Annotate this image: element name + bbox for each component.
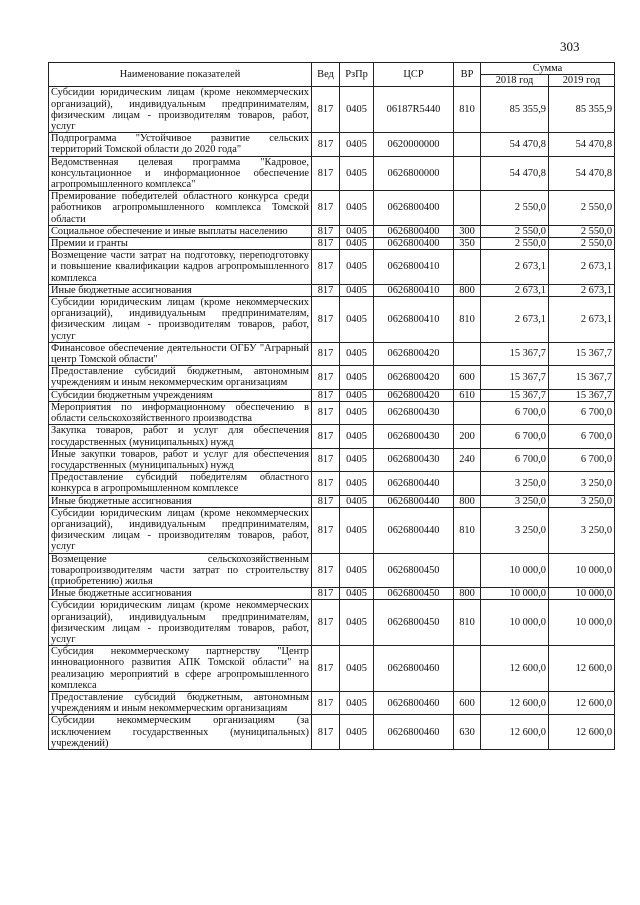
table-row	[49, 156, 615, 191]
cell-ved: 817	[312, 553, 340, 588]
cell-csr: 0626800440	[374, 472, 454, 495]
page-number: 303	[560, 39, 580, 54]
cell-name: Закупка товаров, работ и услуг для обеспечения государственных (муниципальных) нужд	[49, 425, 312, 448]
cell-vr	[454, 133, 481, 156]
cell-2019: 2 673,1	[549, 250, 615, 285]
cell-rzpr: 0405	[340, 507, 374, 553]
cell-2018: 2 550,0	[481, 225, 549, 237]
cell-rzpr: 0405	[340, 553, 374, 588]
cell-rzpr: 0405	[340, 646, 374, 692]
cell-name: Социальное обеспечение и иные выплаты населению	[49, 225, 312, 237]
cell-2018: 2 673,1	[481, 284, 549, 296]
table-row	[49, 389, 615, 401]
cell-ved: 817	[312, 342, 340, 365]
table-row	[49, 646, 615, 692]
cell-csr: 0620000000	[374, 133, 454, 156]
cell-2019: 6 700,0	[549, 425, 615, 448]
cell-rzpr: 0405	[340, 342, 374, 365]
cell-rzpr: 0405	[340, 588, 374, 600]
cell-vr: 800	[454, 284, 481, 296]
cell-vr: 600	[454, 366, 481, 389]
cell-name: Мероприятия по информационному обеспечению в области сельскохозяйственного производства	[49, 401, 312, 424]
cell-2018: 3 250,0	[481, 507, 549, 553]
table-row	[49, 588, 615, 600]
cell-csr: 0626800450	[374, 553, 454, 588]
table-header	[49, 63, 615, 87]
cell-rzpr: 0405	[340, 238, 374, 250]
cell-2018: 10 000,0	[481, 600, 549, 646]
cell-ved: 817	[312, 691, 340, 714]
cell-2019: 2 550,0	[549, 191, 615, 226]
cell-name: Премии и гранты	[49, 238, 312, 250]
cell-ved: 817	[312, 389, 340, 401]
cell-2019: 6 700,0	[549, 401, 615, 424]
cell-vr: 810	[454, 600, 481, 646]
cell-ved: 817	[312, 297, 340, 343]
table-row	[49, 495, 615, 507]
cell-name: Предоставление субсидий бюджетным, автономным учреждениям и иным некоммерческим организациям	[49, 366, 312, 389]
cell-2019: 12 600,0	[549, 691, 615, 714]
cell-rzpr: 0405	[340, 600, 374, 646]
cell-rzpr: 0405	[340, 425, 374, 448]
cell-2019: 15 367,7	[549, 366, 615, 389]
cell-ved: 817	[312, 133, 340, 156]
cell-rzpr: 0405	[340, 715, 374, 750]
cell-vr	[454, 191, 481, 226]
cell-2018: 15 367,7	[481, 342, 549, 365]
table-row	[49, 284, 615, 296]
table-row	[49, 366, 615, 389]
table-row	[49, 225, 615, 237]
cell-2019: 10 000,0	[549, 553, 615, 588]
cell-csr: 0626800410	[374, 297, 454, 343]
cell-vr: 300	[454, 225, 481, 237]
cell-2019: 3 250,0	[549, 472, 615, 495]
table-row	[49, 425, 615, 448]
cell-name: Субсидии юридическим лицам (кроме некоммерческих организаций), индивидуальным предпринимателям, физическим лицам - производителям товаров, работ, услуг	[49, 600, 312, 646]
cell-name: Субсидия некоммерческому партнерству "Центр инновационного развития АПК Томской области" на реализацию мероприятий в сфере агропромышленного комплекса	[49, 646, 312, 692]
cell-rzpr: 0405	[340, 284, 374, 296]
cell-vr: 800	[454, 495, 481, 507]
cell-2018: 12 600,0	[481, 646, 549, 692]
cell-name: Иные бюджетные ассигнования	[49, 284, 312, 296]
cell-2019: 2 673,1	[549, 284, 615, 296]
cell-2018: 6 700,0	[481, 448, 549, 471]
table-row	[49, 600, 615, 646]
cell-vr	[454, 472, 481, 495]
cell-2018: 2 673,1	[481, 250, 549, 285]
table-body	[49, 87, 615, 750]
cell-rzpr: 0405	[340, 297, 374, 343]
cell-2019: 54 470,8	[549, 156, 615, 191]
cell-rzpr: 0405	[340, 133, 374, 156]
cell-2018: 10 000,0	[481, 588, 549, 600]
cell-name: Субсидии юридическим лицам (кроме некоммерческих организаций), индивидуальным предпринимателям, физическим лицам - производителям товаров, работ, услуг	[49, 297, 312, 343]
cell-vr: 810	[454, 297, 481, 343]
cell-name: Субсидии бюджетным учреждениям	[49, 389, 312, 401]
cell-vr: 610	[454, 389, 481, 401]
cell-ved: 817	[312, 472, 340, 495]
cell-2018: 2 550,0	[481, 191, 549, 226]
cell-ved: 817	[312, 238, 340, 250]
cell-rzpr: 0405	[340, 495, 374, 507]
cell-2019: 3 250,0	[549, 507, 615, 553]
cell-csr: 0626800000	[374, 156, 454, 191]
table-row	[49, 342, 615, 365]
cell-csr: 0626800460	[374, 715, 454, 750]
cell-ved: 817	[312, 600, 340, 646]
table-row	[49, 250, 615, 285]
cell-csr: 0626800440	[374, 495, 454, 507]
cell-2019: 3 250,0	[549, 495, 615, 507]
cell-rzpr: 0405	[340, 472, 374, 495]
cell-ved: 817	[312, 191, 340, 226]
table-row	[49, 191, 615, 226]
cell-ved: 817	[312, 448, 340, 471]
cell-csr: 0626800440	[374, 507, 454, 553]
cell-rzpr: 0405	[340, 366, 374, 389]
header-year-2018: 2018 год	[481, 75, 549, 87]
cell-2018: 2 673,1	[481, 297, 549, 343]
cell-name: Субсидии некоммерческим организациям (за исключением государственных (муниципальных) учреждений)	[49, 715, 312, 750]
cell-csr: 0626800430	[374, 401, 454, 424]
header-csr: ЦСР	[374, 63, 454, 87]
cell-rzpr: 0405	[340, 448, 374, 471]
cell-2018: 54 470,8	[481, 156, 549, 191]
cell-2019: 85 355,9	[549, 87, 615, 133]
cell-csr: 0626800450	[374, 600, 454, 646]
cell-vr: 600	[454, 691, 481, 714]
cell-vr: 630	[454, 715, 481, 750]
cell-2019: 2 550,0	[549, 225, 615, 237]
cell-csr: 0626800450	[374, 588, 454, 600]
cell-rzpr: 0405	[340, 691, 374, 714]
cell-vr	[454, 250, 481, 285]
cell-2018: 54 470,8	[481, 133, 549, 156]
cell-vr	[454, 342, 481, 365]
cell-name: Возмещение сельскохозяйственным товаропроизводителям части затрат по строительству (приобретению) жилья	[49, 553, 312, 588]
cell-csr: 0626800430	[374, 425, 454, 448]
cell-csr: 0626800400	[374, 225, 454, 237]
cell-ved: 817	[312, 87, 340, 133]
cell-ved: 817	[312, 250, 340, 285]
budget-table	[48, 62, 615, 750]
cell-name: Подпрограмма "Устойчивое развитие сельских территорий Томской области до 2020 года"	[49, 133, 312, 156]
cell-2019: 15 367,7	[549, 342, 615, 365]
cell-2019: 12 600,0	[549, 646, 615, 692]
table-row	[49, 238, 615, 250]
header-name: Наименование показателей	[49, 63, 312, 87]
cell-vr: 350	[454, 238, 481, 250]
table-row	[49, 553, 615, 588]
cell-csr: 0626800430	[374, 448, 454, 471]
table-row	[49, 448, 615, 471]
cell-csr: 06187R5440	[374, 87, 454, 133]
cell-ved: 817	[312, 507, 340, 553]
cell-csr: 0626800460	[374, 691, 454, 714]
cell-2019: 12 600,0	[549, 715, 615, 750]
cell-name: Предоставление субсидий бюджетным, автономным учреждениям и иным некоммерческим организациям	[49, 691, 312, 714]
cell-2019: 2 550,0	[549, 238, 615, 250]
cell-csr: 0626800410	[374, 284, 454, 296]
header-sum: Сумма	[481, 63, 615, 75]
cell-rzpr: 0405	[340, 191, 374, 226]
cell-rzpr: 0405	[340, 389, 374, 401]
cell-name: Премирование победителей областного конкурса среди работников агропромышленного комплекса Томской области	[49, 191, 312, 226]
cell-rzpr: 0405	[340, 250, 374, 285]
cell-2019: 2 673,1	[549, 297, 615, 343]
cell-vr: 240	[454, 448, 481, 471]
table-row	[49, 472, 615, 495]
cell-2018: 6 700,0	[481, 425, 549, 448]
cell-ved: 817	[312, 715, 340, 750]
cell-name: Возмещение части затрат на подготовку, переподготовку и повышение квалификации кадров агропромышленного комплекса	[49, 250, 312, 285]
table-row	[49, 691, 615, 714]
cell-ved: 817	[312, 401, 340, 424]
cell-2019: 54 470,8	[549, 133, 615, 156]
cell-2018: 12 600,0	[481, 691, 549, 714]
header-vr: ВР	[454, 63, 481, 87]
cell-ved: 817	[312, 284, 340, 296]
cell-csr: 0626800400	[374, 191, 454, 226]
cell-2018: 15 367,7	[481, 389, 549, 401]
cell-2018: 12 600,0	[481, 715, 549, 750]
cell-csr: 0626800420	[374, 366, 454, 389]
cell-2019: 15 367,7	[549, 389, 615, 401]
cell-ved: 817	[312, 366, 340, 389]
cell-vr: 800	[454, 588, 481, 600]
cell-2019: 6 700,0	[549, 448, 615, 471]
cell-vr: 810	[454, 507, 481, 553]
cell-name: Иные закупки товаров, работ и услуг для обеспечения государственных (муниципальных) нужд	[49, 448, 312, 471]
cell-csr: 0626800400	[374, 238, 454, 250]
header-rzpr: РзПр	[340, 63, 374, 87]
cell-csr: 0626800420	[374, 342, 454, 365]
cell-vr	[454, 401, 481, 424]
cell-name: Финансовое обеспечение деятельности ОГБУ "Аграрный центр Томской области"	[49, 342, 312, 365]
cell-vr	[454, 553, 481, 588]
cell-2018: 3 250,0	[481, 472, 549, 495]
cell-2018: 85 355,9	[481, 87, 549, 133]
table-row	[49, 401, 615, 424]
cell-rzpr: 0405	[340, 401, 374, 424]
cell-rzpr: 0405	[340, 225, 374, 237]
cell-2018: 15 367,7	[481, 366, 549, 389]
cell-name: Иные бюджетные ассигнования	[49, 588, 312, 600]
cell-rzpr: 0405	[340, 156, 374, 191]
table-row	[49, 715, 615, 750]
cell-name: Предоставление субсидий победителям областного конкурса в агропромышленном комплексе	[49, 472, 312, 495]
cell-ved: 817	[312, 425, 340, 448]
cell-2018: 2 550,0	[481, 238, 549, 250]
cell-csr: 0626800410	[374, 250, 454, 285]
cell-csr: 0626800460	[374, 646, 454, 692]
table-row	[49, 87, 615, 133]
cell-vr	[454, 646, 481, 692]
header-year-2019: 2019 год	[549, 75, 615, 87]
cell-2019: 10 000,0	[549, 600, 615, 646]
cell-2019: 10 000,0	[549, 588, 615, 600]
cell-rzpr: 0405	[340, 87, 374, 133]
cell-2018: 10 000,0	[481, 553, 549, 588]
cell-vr	[454, 156, 481, 191]
cell-vr: 810	[454, 87, 481, 133]
table-row	[49, 297, 615, 343]
cell-ved: 817	[312, 495, 340, 507]
table-row	[49, 507, 615, 553]
cell-ved: 817	[312, 225, 340, 237]
cell-2018: 3 250,0	[481, 495, 549, 507]
cell-name: Ведомственная целевая программа "Кадровое, консультационное и информационное обеспечение агропромышленного комплекса"	[49, 156, 312, 191]
cell-csr: 0626800420	[374, 389, 454, 401]
cell-ved: 817	[312, 156, 340, 191]
cell-ved: 817	[312, 646, 340, 692]
cell-2018: 6 700,0	[481, 401, 549, 424]
cell-name: Субсидии юридическим лицам (кроме некоммерческих организаций), индивидуальным предпринимателям, физическим лицам - производителям товаров, работ, услуг	[49, 87, 312, 133]
cell-name: Иные бюджетные ассигнования	[49, 495, 312, 507]
header-ved: Вед	[312, 63, 340, 87]
cell-vr: 200	[454, 425, 481, 448]
cell-ved: 817	[312, 588, 340, 600]
table-row	[49, 133, 615, 156]
cell-name: Субсидии юридическим лицам (кроме некоммерческих организаций), индивидуальным предпринимателям, физическим лицам - производителям товаров, работ, услуг	[49, 507, 312, 553]
